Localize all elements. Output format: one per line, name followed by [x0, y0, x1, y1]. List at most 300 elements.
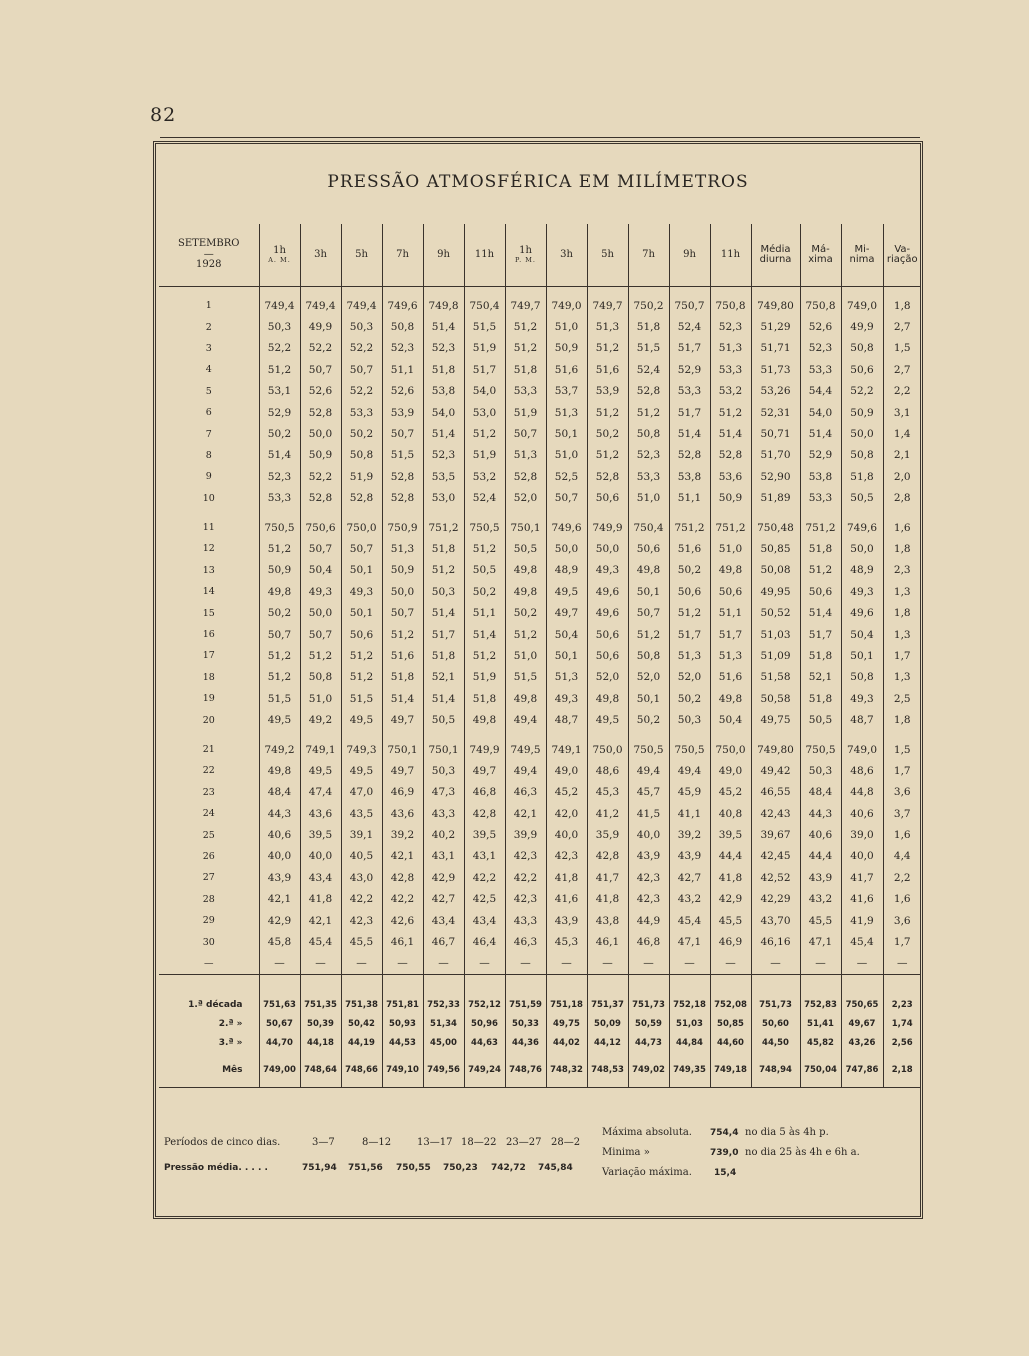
- table-cell: 49,3: [841, 581, 883, 602]
- var-value: 15,4: [714, 1168, 737, 1178]
- table-cell: 752,83: [800, 995, 841, 1014]
- table-cell: 42,3: [628, 867, 669, 888]
- table-cell: 50,6: [587, 624, 628, 645]
- table-cell: —: [669, 953, 710, 975]
- table-cell: 49,4: [505, 760, 546, 781]
- table-cell: 52,31: [751, 402, 800, 423]
- spacer-cell: [423, 509, 464, 517]
- table-cell: 45,7: [628, 782, 669, 803]
- table-cell: 1,5: [883, 739, 921, 760]
- table-cell: 51,7: [669, 624, 710, 645]
- table-cell: 45,3: [546, 931, 587, 952]
- table-cell: 43,4: [300, 867, 341, 888]
- table-cell: 45,2: [546, 782, 587, 803]
- table-cell: 49,3: [546, 688, 587, 709]
- table-cell: 44,9: [628, 910, 669, 931]
- spacer-cell: [464, 731, 505, 739]
- hour-header-2: [300, 224, 341, 287]
- table-cell: 51,09: [751, 645, 800, 666]
- table-cell: 51,9: [505, 402, 546, 423]
- table-cell: 751,2: [423, 517, 464, 538]
- table-cell: 43,70: [751, 910, 800, 931]
- table-cell: 748,53: [587, 1060, 628, 1079]
- table-cell: 45,2: [710, 782, 751, 803]
- table-cell: 49,8: [464, 709, 505, 730]
- table-cell: 50,4: [841, 624, 883, 645]
- table-cell: 45,4: [669, 910, 710, 931]
- table-cell: 42,8: [464, 803, 505, 824]
- table-cell: 43,2: [669, 889, 710, 910]
- table-cell: 51,03: [751, 624, 800, 645]
- row-label: —: [204, 957, 214, 969]
- table-cell: 752,08: [710, 995, 751, 1014]
- table-cell: 51,2: [464, 423, 505, 444]
- table-cell: 3,6: [883, 782, 921, 803]
- table-cell: 3,6: [883, 910, 921, 931]
- table-cell: 50,59: [628, 1014, 669, 1033]
- table-cell: 49,7: [546, 602, 587, 623]
- table-cell: 51,71: [751, 338, 800, 359]
- spacer-cell: [259, 1079, 300, 1088]
- table-cell: 50,9: [259, 560, 300, 581]
- table-cell: 749,0: [546, 295, 587, 316]
- table-cell: 1,8: [883, 709, 921, 730]
- table-cell: 52,8: [382, 466, 423, 487]
- spacer-cell: [423, 287, 464, 296]
- table-cell: 52,2: [300, 338, 341, 359]
- spacer-cell: [800, 1052, 841, 1060]
- table-cell: 42,9: [423, 867, 464, 888]
- table-cell: 52,4: [464, 488, 505, 509]
- table-cell: 51,2: [259, 667, 300, 688]
- spacer-cell: [259, 731, 300, 739]
- table-cell: 51,0: [546, 316, 587, 337]
- year-label: 1928: [196, 259, 222, 271]
- table-cell: 750,1: [505, 517, 546, 538]
- table-row: [159, 402, 921, 423]
- spacer-row: [159, 287, 921, 296]
- table-cell: 52,0: [505, 488, 546, 509]
- table-cell: 750,0: [710, 739, 751, 760]
- table-cell: 52,3: [628, 445, 669, 466]
- table-cell: 51,4: [464, 624, 505, 645]
- table-cell: 2,23: [883, 995, 921, 1014]
- spacer-cell: [800, 1079, 841, 1088]
- table-cell: 44,36: [505, 1033, 546, 1052]
- table-cell: 46,16: [751, 931, 800, 952]
- table-cell: 44,4: [710, 846, 751, 867]
- table-cell: 49,5: [341, 709, 382, 730]
- table-cell: 42,3: [341, 910, 382, 931]
- table-row: [159, 910, 921, 931]
- month-label: SETEMBRO: [178, 238, 240, 250]
- table-cell: 51,4: [423, 423, 464, 444]
- table-cell: 39,1: [341, 824, 382, 845]
- spacer-cell: [751, 287, 800, 296]
- table-cell: 49,75: [751, 709, 800, 730]
- decade-row: [159, 995, 921, 1014]
- spacer-cell: [382, 1052, 423, 1060]
- table-cell: 751,2: [669, 517, 710, 538]
- hour-label: 1h: [273, 245, 286, 257]
- table-cell: 51,2: [300, 645, 341, 666]
- spacer-cell: [464, 975, 505, 996]
- spacer-cell: [382, 287, 423, 296]
- table-cell: 51,4: [800, 602, 841, 623]
- max-abs-label: Máxima absoluta.: [602, 1127, 692, 1138]
- spacer-cell: [159, 509, 259, 517]
- pressure-4: 750,23: [443, 1163, 478, 1173]
- spacer-cell: [800, 975, 841, 996]
- table-row: [159, 381, 921, 402]
- table-cell: 42,2: [341, 889, 382, 910]
- table-cell: 53,8: [423, 381, 464, 402]
- spacer-cell: [300, 287, 341, 296]
- table-cell: 4,4: [883, 846, 921, 867]
- spacer-cell: [341, 287, 382, 296]
- table-cell: 43,3: [423, 803, 464, 824]
- table-cell: 749,8: [423, 295, 464, 316]
- table-cell: 52,8: [341, 488, 382, 509]
- table-cell: 45,5: [710, 910, 751, 931]
- table-row: [159, 645, 921, 666]
- table-cell: 51,6: [546, 359, 587, 380]
- table-cell: 49,3: [341, 581, 382, 602]
- spacer-cell: [423, 731, 464, 739]
- table-cell: 42,9: [259, 910, 300, 931]
- table-cell: 751,35: [300, 995, 341, 1014]
- table-cell: 750,7: [669, 295, 710, 316]
- spacer-cell: [710, 509, 751, 517]
- spacer-cell: [546, 1079, 587, 1088]
- table-cell: 51,29: [751, 316, 800, 337]
- table-cell: 51,9: [464, 445, 505, 466]
- table-cell: 50,9: [382, 560, 423, 581]
- table-cell: 49,6: [587, 581, 628, 602]
- table-cell: 50,5: [800, 709, 841, 730]
- table-cell: 53,3: [341, 402, 382, 423]
- table-cell: 52,9: [800, 445, 841, 466]
- table-cell: 50,58: [751, 688, 800, 709]
- row-label: 26: [202, 850, 215, 862]
- table-cell: 50,60: [751, 1014, 800, 1033]
- table-cell: 51,2: [587, 402, 628, 423]
- spacer-cell: [259, 1052, 300, 1060]
- table-cell: 50,0: [300, 423, 341, 444]
- table-cell: 51,2: [259, 645, 300, 666]
- table-cell: 50,8: [841, 445, 883, 466]
- table-row: [159, 889, 921, 910]
- spacer-cell: [382, 509, 423, 517]
- table-cell: 50,9: [841, 402, 883, 423]
- table-cell: 51,8: [505, 359, 546, 380]
- table-cell: 52,90: [751, 466, 800, 487]
- table-cell: 50,5: [464, 560, 505, 581]
- table-cell: 41,5: [628, 803, 669, 824]
- table-cell: 39,67: [751, 824, 800, 845]
- table-cell: 749,4: [300, 295, 341, 316]
- row-label: 25: [202, 829, 215, 841]
- table-cell: 749,80: [751, 295, 800, 316]
- table-cell: 51,7: [423, 624, 464, 645]
- table-cell: 50,2: [669, 688, 710, 709]
- spacer-cell: [883, 509, 921, 517]
- table-cell: 54,0: [423, 402, 464, 423]
- table-cell: 50,3: [800, 760, 841, 781]
- row-label: 2.ª »: [218, 1018, 243, 1029]
- table-row: [159, 560, 921, 581]
- table-cell: —: [587, 953, 628, 975]
- spacer-cell: [341, 731, 382, 739]
- hour-header-10: [628, 224, 669, 287]
- row-label: 20: [202, 714, 215, 726]
- table-cell: 49,6: [841, 602, 883, 623]
- table-row: [159, 867, 921, 888]
- table-cell: 43,1: [423, 846, 464, 867]
- table-cell: 42,0: [546, 803, 587, 824]
- header-row: [159, 224, 921, 287]
- spacer-cell: [751, 975, 800, 996]
- table-cell: 42,1: [300, 910, 341, 931]
- table-cell: 40,0: [628, 824, 669, 845]
- table-cell: 53,3: [710, 359, 751, 380]
- table-cell: 39,0: [841, 824, 883, 845]
- spacer-cell: [841, 731, 883, 739]
- table-cell: 52,3: [382, 338, 423, 359]
- dash-row: [159, 953, 921, 975]
- table-cell: 43,26: [841, 1033, 883, 1052]
- max-abs-value: 754,4: [710, 1128, 739, 1138]
- table-cell: 749,1: [546, 739, 587, 760]
- table-cell: 45,82: [800, 1033, 841, 1052]
- page-number: 82: [150, 104, 177, 126]
- table-cell: 49,4: [628, 760, 669, 781]
- table-cell: 49,8: [505, 688, 546, 709]
- table-cell: —: [341, 953, 382, 975]
- row-label: 30: [202, 936, 215, 948]
- table-cell: 49,42: [751, 760, 800, 781]
- table-cell: 53,3: [628, 466, 669, 487]
- table-cell: 53,3: [505, 381, 546, 402]
- spacer-cell: [159, 1079, 259, 1088]
- table-cell: 50,0: [841, 538, 883, 559]
- table-cell: 51,2: [423, 560, 464, 581]
- table-cell: 50,6: [800, 581, 841, 602]
- table-cell: 52,1: [423, 667, 464, 688]
- table-cell: 51,2: [587, 338, 628, 359]
- spacer-cell: [751, 1052, 800, 1060]
- table-cell: 42,6: [382, 910, 423, 931]
- table-cell: 51,2: [505, 624, 546, 645]
- table-cell: 749,80: [751, 739, 800, 760]
- month-header: [159, 224, 259, 287]
- table-cell: 42,3: [628, 889, 669, 910]
- spacer-cell: [300, 731, 341, 739]
- table-cell: 42,3: [546, 846, 587, 867]
- table-cell: 49,3: [587, 560, 628, 581]
- table-cell: 54,0: [464, 381, 505, 402]
- table-cell: 50,1: [341, 602, 382, 623]
- spacer-cell: [587, 975, 628, 996]
- table-cell: 1,5: [883, 338, 921, 359]
- row-label: 18: [202, 671, 215, 683]
- table-cell: 750,04: [800, 1060, 841, 1079]
- table-cell: 53,3: [800, 359, 841, 380]
- table-cell: 41,6: [841, 889, 883, 910]
- table-cell: 35,9: [587, 824, 628, 845]
- table-cell: 50,2: [669, 560, 710, 581]
- table-cell: 51,5: [341, 688, 382, 709]
- row-label: 5: [205, 385, 212, 397]
- hour-label: 3h: [560, 248, 573, 260]
- spacer-cell: [628, 975, 669, 996]
- spacer-cell: [423, 1079, 464, 1088]
- table-cell: 43,8: [587, 910, 628, 931]
- row-label: 13: [202, 564, 215, 576]
- spacer-cell: [628, 1052, 669, 1060]
- table-cell: 50,8: [841, 667, 883, 688]
- spacer-cell: [841, 1079, 883, 1088]
- row-label: 1.ª década: [188, 999, 243, 1010]
- table-cell: 50,5: [423, 709, 464, 730]
- table-cell: 51,1: [669, 488, 710, 509]
- hour-header-6: [464, 224, 505, 287]
- spacer-cell: [669, 509, 710, 517]
- min-value: 739,0: [710, 1148, 739, 1158]
- table-cell: 3,1: [883, 402, 921, 423]
- table-cell: 43,9: [546, 910, 587, 931]
- table-cell: 53,2: [710, 381, 751, 402]
- period-3: 13—17: [417, 1137, 453, 1148]
- table-cell: 54,0: [800, 402, 841, 423]
- table-cell: 42,43: [751, 803, 800, 824]
- table-row: [159, 445, 921, 466]
- table-cell: 43,2: [800, 889, 841, 910]
- table-cell: 749,7: [587, 295, 628, 316]
- table-cell: 751,59: [505, 995, 546, 1014]
- table-cell: 50,0: [382, 581, 423, 602]
- table-cell: 41,9: [841, 910, 883, 931]
- table-cell: 750,1: [423, 739, 464, 760]
- spacer-cell: [710, 1079, 751, 1088]
- table-cell: 51,7: [710, 624, 751, 645]
- table-cell: 50,71: [751, 423, 800, 444]
- table-cell: 46,4: [464, 931, 505, 952]
- table-cell: 52,3: [710, 316, 751, 337]
- spacer-row: [159, 509, 921, 517]
- table-cell: 50,7: [259, 624, 300, 645]
- table-cell: 41,8: [546, 867, 587, 888]
- table-cell: 750,0: [341, 517, 382, 538]
- table-cell: 44,12: [587, 1033, 628, 1052]
- table-cell: 43,6: [382, 803, 423, 824]
- hour-label: 11h: [720, 248, 741, 260]
- table-cell: 40,0: [546, 824, 587, 845]
- table-cell: 50,8: [382, 316, 423, 337]
- table-cell: 51,0: [710, 538, 751, 559]
- table-cell: 45,9: [669, 782, 710, 803]
- table-cell: 50,1: [341, 560, 382, 581]
- spacer-cell: [300, 509, 341, 517]
- table-row: [159, 581, 921, 602]
- table-cell: 50,6: [841, 359, 883, 380]
- table-cell: 51,1: [464, 602, 505, 623]
- table-cell: 39,5: [710, 824, 751, 845]
- table-cell: 44,63: [464, 1033, 505, 1052]
- table-cell: —: [464, 953, 505, 975]
- table-row: [159, 423, 921, 444]
- table-cell: 50,7: [382, 423, 423, 444]
- spacer-row: [159, 1052, 921, 1060]
- table-cell: 51,1: [710, 602, 751, 623]
- table-cell: 48,9: [546, 560, 587, 581]
- table-cell: 51,0: [546, 445, 587, 466]
- table-cell: 40,6: [800, 824, 841, 845]
- table-cell: 41,8: [710, 867, 751, 888]
- table-cell: 749,0: [841, 739, 883, 760]
- table-cell: 46,1: [382, 931, 423, 952]
- mean-header: [751, 224, 800, 287]
- hour-header-9: [587, 224, 628, 287]
- table-cell: 39,2: [669, 824, 710, 845]
- table-cell: 51,03: [669, 1014, 710, 1033]
- table-cell: 53,3: [259, 488, 300, 509]
- table-cell: 42,2: [464, 867, 505, 888]
- row-label: 19: [202, 693, 215, 705]
- table-cell: 51,4: [710, 423, 751, 444]
- row-label: 17: [202, 650, 215, 662]
- table-cell: 52,2: [341, 338, 382, 359]
- spacer-cell: [587, 1052, 628, 1060]
- spacer-cell: [841, 975, 883, 996]
- table-cell: 51,5: [464, 316, 505, 337]
- table-cell: 50,8: [628, 645, 669, 666]
- table-cell: 50,1: [628, 581, 669, 602]
- table-cell: 51,73: [751, 359, 800, 380]
- table-cell: 750,6: [300, 517, 341, 538]
- min-label: Minima »: [602, 1147, 650, 1158]
- spacer-cell: [669, 975, 710, 996]
- table-cell: 50,8: [841, 338, 883, 359]
- spacer-cell: [587, 731, 628, 739]
- row-label: 10: [202, 492, 215, 504]
- hour-label: 5h: [601, 248, 614, 260]
- table-cell: 53,7: [546, 381, 587, 402]
- table-cell: 51,7: [800, 624, 841, 645]
- table-cell: 50,3: [341, 316, 382, 337]
- table-cell: 51,8: [800, 538, 841, 559]
- table-cell: 52,4: [669, 316, 710, 337]
- spacer-cell: [587, 509, 628, 517]
- min-header: [841, 224, 883, 287]
- table-cell: 1,3: [883, 581, 921, 602]
- table-cell: 43,9: [669, 846, 710, 867]
- spacer-cell: [883, 975, 921, 996]
- spacer-cell: [710, 975, 751, 996]
- table-cell: 51,2: [587, 445, 628, 466]
- table-cell: 42,9: [710, 889, 751, 910]
- pressure-5: 742,72: [491, 1163, 526, 1173]
- table-cell: 45,4: [841, 931, 883, 952]
- spacer-row: [159, 1079, 921, 1088]
- period-1: 3—7: [312, 1137, 335, 1148]
- mean-header-line1: Média: [760, 243, 791, 255]
- table-cell: 48,4: [800, 782, 841, 803]
- pressure-6: 745,84: [538, 1163, 573, 1173]
- table-cell: 42,5: [464, 889, 505, 910]
- table-cell: 52,5: [546, 466, 587, 487]
- table-cell: 47,1: [669, 931, 710, 952]
